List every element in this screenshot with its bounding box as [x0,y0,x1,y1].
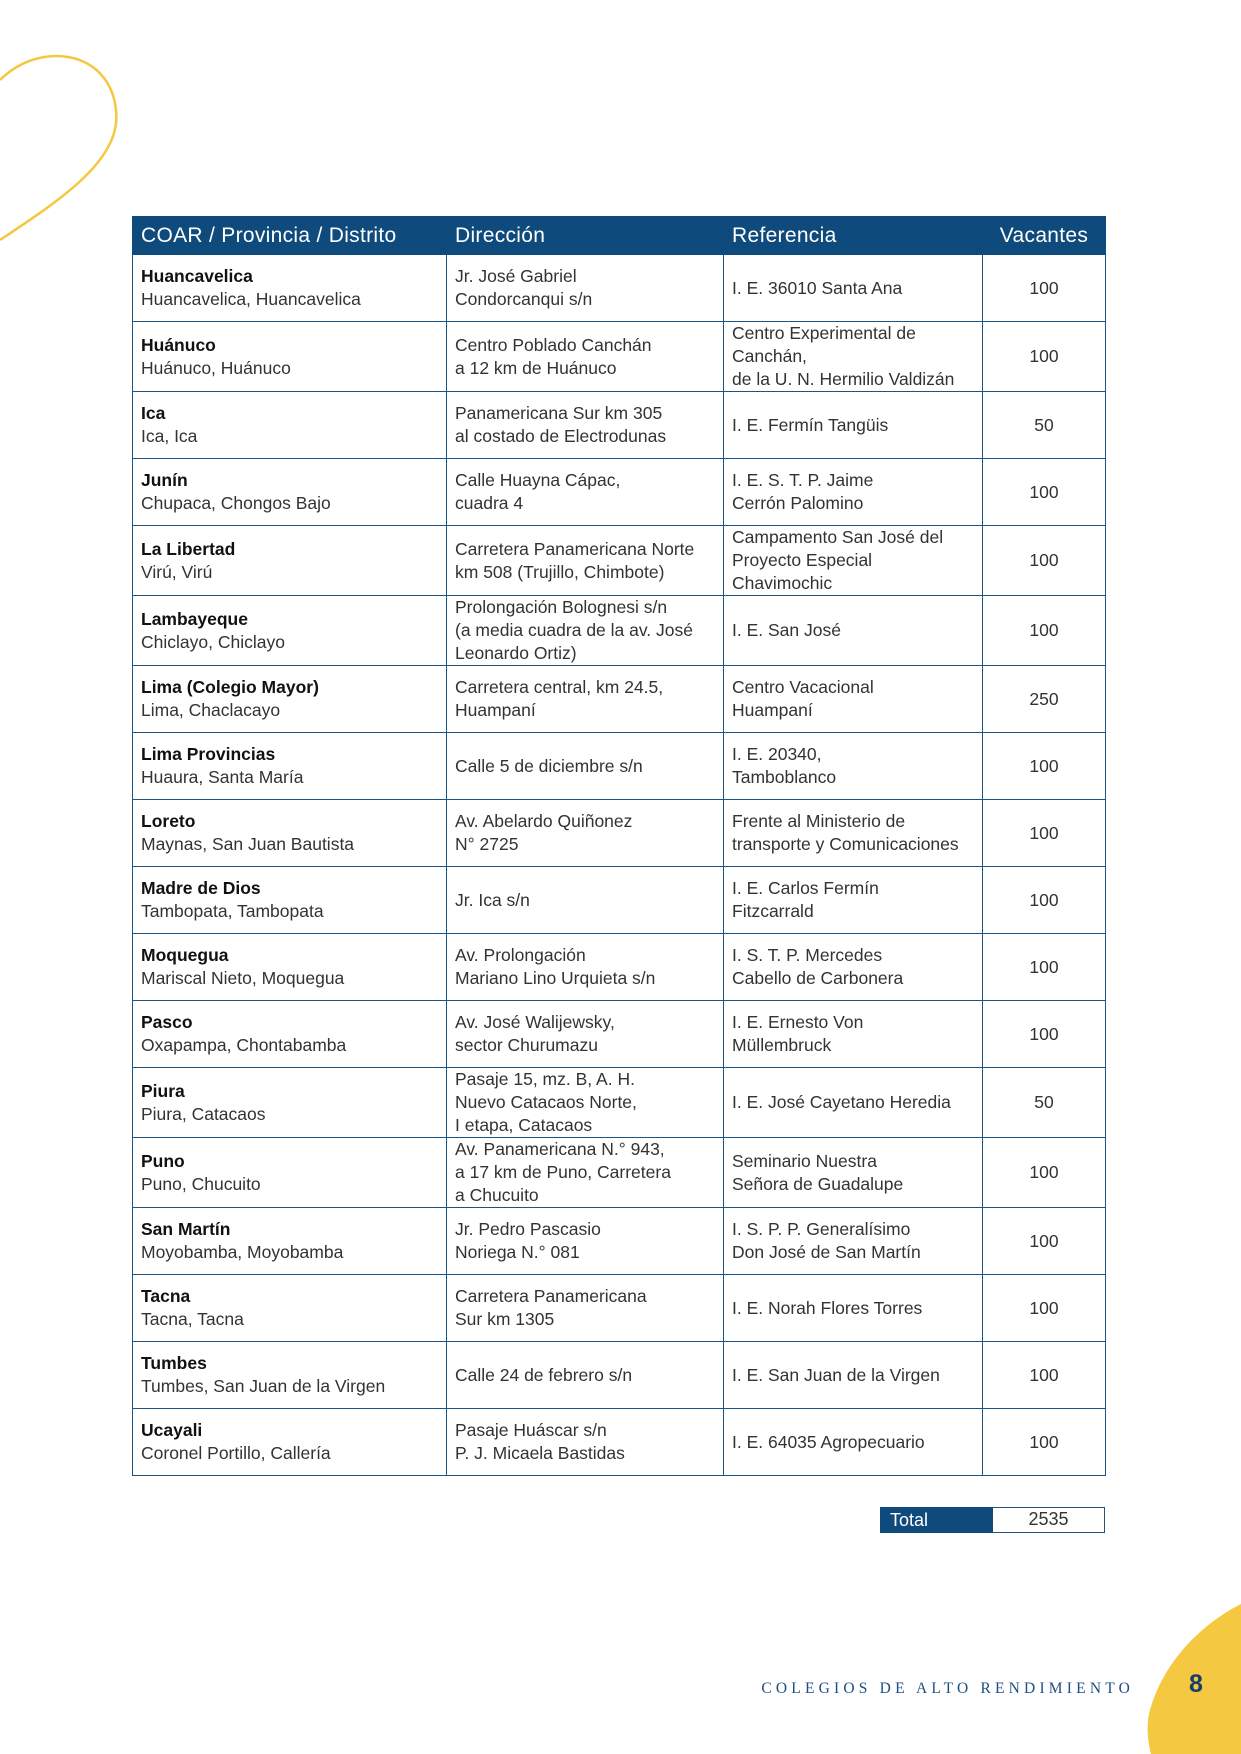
reference-line: Seminario Nuestra [732,1150,877,1171]
table-row [133,666,1106,733]
coar-name: Lima Provincias [141,744,276,764]
reference-line: I. E. 64035 Agropecuario [732,1431,925,1452]
coar-location: Chupaca, Chongos Bajo [141,493,331,513]
cell-reference [724,733,983,800]
table-row [133,1275,1106,1342]
cell-coar [133,867,447,934]
table-row [133,526,1106,596]
cell-coar [133,800,447,867]
reference-line: I. E. S. T. P. Jaime [732,470,874,490]
address-line: Mariano Lino Urquieta s/n [455,968,656,988]
cell-vacancies: 100 [983,1409,1106,1476]
cell-vacancies: 100 [983,459,1106,526]
address-line: Huampaní [455,700,536,720]
cell-address [447,1275,724,1342]
cell-address [447,526,724,596]
cell-reference [724,1208,983,1275]
cell-vacancies: 100 [983,1275,1106,1342]
cell-address [447,255,724,322]
reference-line: Centro Vacacional [732,677,874,697]
cell-vacancies: 100 [983,322,1106,392]
reference-line: Frente al Ministerio de [732,811,906,831]
table-row [133,322,1106,392]
cell-coar [133,322,447,392]
coar-table [132,216,1106,1476]
cell-reference [724,1275,983,1342]
coar-location: Maynas, San Juan Bautista [141,834,355,854]
cell-address [447,934,724,1001]
address-line: Jr. Pedro Pascasio [455,1219,601,1239]
coar-name: Huánuco [141,334,216,355]
coar-location: Coronel Portillo, Callería [141,1443,331,1463]
reference-line: Proyecto Especial Chavimochic [732,550,873,593]
coar-name: Huancavelica [141,266,253,286]
table-row [133,1208,1106,1275]
reference-line: I. E. San Juan de la Virgen [732,1364,940,1385]
address-line: cuadra 4 [455,493,524,513]
cell-coar [133,1068,447,1138]
reference-line: I. E. Ernesto Von [732,1012,864,1032]
coar-location: Virú, Virú [141,561,213,582]
coar-location: Huaura, Santa María [141,767,304,787]
address-line: Calle 5 de diciembre s/n [455,755,643,776]
cell-address [447,322,724,392]
cell-reference [724,800,983,867]
table-row [133,934,1106,1001]
cell-address [447,596,724,666]
cell-reference [724,1409,983,1476]
address-line: Noriega N.° 081 [455,1242,580,1262]
coar-name: Puno [141,1150,185,1171]
table-row [133,733,1106,800]
table-row [133,1068,1106,1138]
coar-name: Moquegua [141,945,229,965]
reference-line: I. E. Fermín Tangüis [732,414,889,435]
coar-name: Pasco [141,1012,193,1032]
address-line: Av. Panamericana N.° 943, [455,1139,665,1159]
cell-reference [724,1068,983,1138]
coar-location: Moyobamba, Moyobamba [141,1242,344,1262]
reference-line: Huampaní [732,700,813,720]
address-line: a Chucuito [455,1185,539,1205]
cell-vacancies: 100 [983,1138,1106,1208]
reference-line: transporte y Comunicaciones [732,834,959,854]
address-line: al costado de Electrodunas [455,426,667,446]
cell-coar [133,1275,447,1342]
reference-line: Campamento San José del [732,527,944,547]
address-line: Av. Abelardo Quiñonez [455,811,633,831]
table-row [133,596,1106,666]
reference-line: I. E. Carlos Fermín [732,878,879,898]
address-line: N° 2725 [455,834,519,854]
coar-name: Tumbes [141,1353,207,1373]
cell-address [447,1342,724,1409]
coar-name: San Martín [141,1219,231,1239]
cell-address [447,1001,724,1068]
cell-reference [724,934,983,1001]
coar-location: Tambopata, Tambopata [141,901,324,921]
total-label: Total [880,1507,993,1533]
cell-coar [133,1342,447,1409]
cell-coar [133,392,447,459]
cell-reference [724,596,983,666]
coar-location: Tumbes, San Juan de la Virgen [141,1376,386,1396]
coar-name: Piura [141,1080,185,1101]
cell-address [447,666,724,733]
cell-address [447,1409,724,1476]
cell-address [447,800,724,867]
address-line: Calle Huayna Cápac, [455,470,621,490]
reference-line: I. S. T. P. Mercedes [732,945,883,965]
address-line: a 12 km de Huánuco [455,357,617,378]
cell-coar [133,934,447,1001]
cell-coar [133,1409,447,1476]
cell-vacancies: 50 [983,392,1106,459]
coar-location: Ica, Ica [141,426,198,446]
reference-line: Cabello de Carbonera [732,968,904,988]
cell-coar [133,666,447,733]
reference-line: I. E. San José [732,620,841,640]
address-line: Pasaje 15, mz. B, A. H. [455,1069,635,1089]
table-row [133,1409,1106,1476]
address-line: a 17 km de Puno, Carretera [455,1162,671,1182]
address-line: Carretera Panamericana Norte [455,538,695,559]
coar-name: Lambayeque [141,608,248,629]
cell-coar [133,1138,447,1208]
cell-coar [133,255,447,322]
table-row [133,392,1106,459]
coar-location: Mariscal Nieto, Moquegua [141,968,345,988]
address-line: Condorcanqui s/n [455,289,593,309]
cell-coar [133,733,447,800]
footer-title: COLEGIOS DE ALTO RENDIMIENTO [761,1680,1134,1697]
coar-location: Chiclayo, Chiclayo [141,631,285,652]
reference-line: I. E. Norah Flores Torres [732,1297,923,1318]
cell-reference [724,392,983,459]
address-line: Pasaje Huáscar s/n [455,1420,607,1440]
reference-line: I. E. 36010 Santa Ana [732,277,903,298]
table-row [133,1342,1106,1409]
coar-name: Ica [141,403,166,423]
reference-line: I. E. 20340, [732,744,822,764]
table-row [133,867,1106,934]
reference-line: Don José de San Martín [732,1242,921,1262]
reference-line: Müllembruck [732,1035,832,1055]
address-line: I etapa, Catacaos [455,1115,593,1135]
address-line: Prolongación Bolognesi s/n [455,597,668,617]
address-line: Panamericana Sur km 305 [455,403,663,423]
table-row [133,255,1106,322]
cell-coar [133,459,447,526]
coar-location: Piura, Catacaos [141,1103,266,1124]
reference-line: Tamboblanco [732,767,837,787]
header-coar: COAR / Provincia / Distrito [133,217,447,255]
address-line: Av. José Walijewsky, [455,1012,615,1032]
coar-name: Junín [141,470,188,490]
reference-line: I. E. José Cayetano Heredia [732,1092,951,1112]
decorative-curve-top-left [0,0,130,260]
cell-reference [724,459,983,526]
cell-coar [133,526,447,596]
reference-line: Cerrón Palomino [732,493,864,513]
header-referencia: Referencia [724,217,983,255]
coar-name: Ucayali [141,1420,203,1440]
address-line: Carretera Panamericana [455,1286,647,1306]
cell-vacancies: 250 [983,666,1106,733]
address-line: Sur km 1305 [455,1309,555,1329]
reference-line: de la U. N. Hermilio Valdizán [732,369,955,389]
coar-name: La Libertad [141,538,236,559]
cell-vacancies: 100 [983,934,1106,1001]
cell-address [447,867,724,934]
reference-line: I. S. P. P. Generalísimo [732,1219,911,1239]
table-row [133,459,1106,526]
cell-address [447,1068,724,1138]
address-line: Centro Poblado Canchán [455,334,652,355]
coar-name: Tacna [141,1286,191,1306]
cell-address [447,1138,724,1208]
coar-location: Huancavelica, Huancavelica [141,289,361,309]
address-line: P. J. Micaela Bastidas [455,1443,625,1463]
address-line: Carretera central, km 24.5, [455,677,664,697]
table-row [133,1138,1106,1208]
coar-location: Oxapampa, Chontabamba [141,1035,347,1055]
reference-line: Centro Experimental de Canchán, [732,323,916,366]
coar-name: Loreto [141,811,196,831]
coar-name: Lima (Colegio Mayor) [141,677,319,697]
cell-vacancies: 100 [983,1208,1106,1275]
reference-line: Fitzcarrald [732,901,814,921]
address-line: Jr. José Gabriel [455,266,577,286]
header-vacantes: Vacantes [983,217,1106,255]
cell-reference [724,255,983,322]
table-row [133,800,1106,867]
address-line: sector Churumazu [455,1035,598,1055]
address-line: km 508 (Trujillo, Chimbote) [455,561,665,582]
address-line: Av. Prolongación [455,945,586,965]
cell-vacancies: 100 [983,526,1106,596]
cell-vacancies: 100 [983,733,1106,800]
total-value: 2535 [993,1507,1105,1533]
cell-vacancies: 100 [983,255,1106,322]
cell-reference [724,666,983,733]
cell-coar [133,1208,447,1275]
total-row [880,1507,1105,1533]
cell-vacancies: 100 [983,1001,1106,1068]
address-line: Leonardo Ortiz) [455,643,577,663]
cell-coar [133,596,447,666]
cell-vacancies: 100 [983,800,1106,867]
cell-vacancies: 100 [983,867,1106,934]
header-direccion: Dirección [447,217,724,255]
cell-address [447,459,724,526]
cell-address [447,733,724,800]
cell-reference [724,867,983,934]
page-number: 8 [1189,1670,1203,1698]
coar-name: Madre de Dios [141,878,261,898]
cell-reference [724,526,983,596]
cell-reference [724,1138,983,1208]
table-header-row [133,217,1106,255]
cell-reference [724,322,983,392]
address-line: Nuevo Catacaos Norte, [455,1092,637,1112]
coar-location: Tacna, Tacna [141,1309,244,1329]
cell-vacancies: 50 [983,1068,1106,1138]
address-line: Calle 24 de febrero s/n [455,1364,633,1385]
cell-address [447,392,724,459]
cell-vacancies: 100 [983,596,1106,666]
address-line: (a media cuadra de la av. José [455,620,694,640]
cell-reference [724,1342,983,1409]
table-row [133,1001,1106,1068]
cell-coar [133,1001,447,1068]
reference-line: Señora de Guadalupe [732,1173,904,1194]
coar-location: Huánuco, Huánuco [141,357,291,378]
cell-reference [724,1001,983,1068]
cell-vacancies: 100 [983,1342,1106,1409]
coar-location: Puno, Chucuito [141,1173,261,1194]
coar-location: Lima, Chaclacayo [141,700,281,720]
address-line: Jr. Ica s/n [455,889,530,910]
cell-address [447,1208,724,1275]
